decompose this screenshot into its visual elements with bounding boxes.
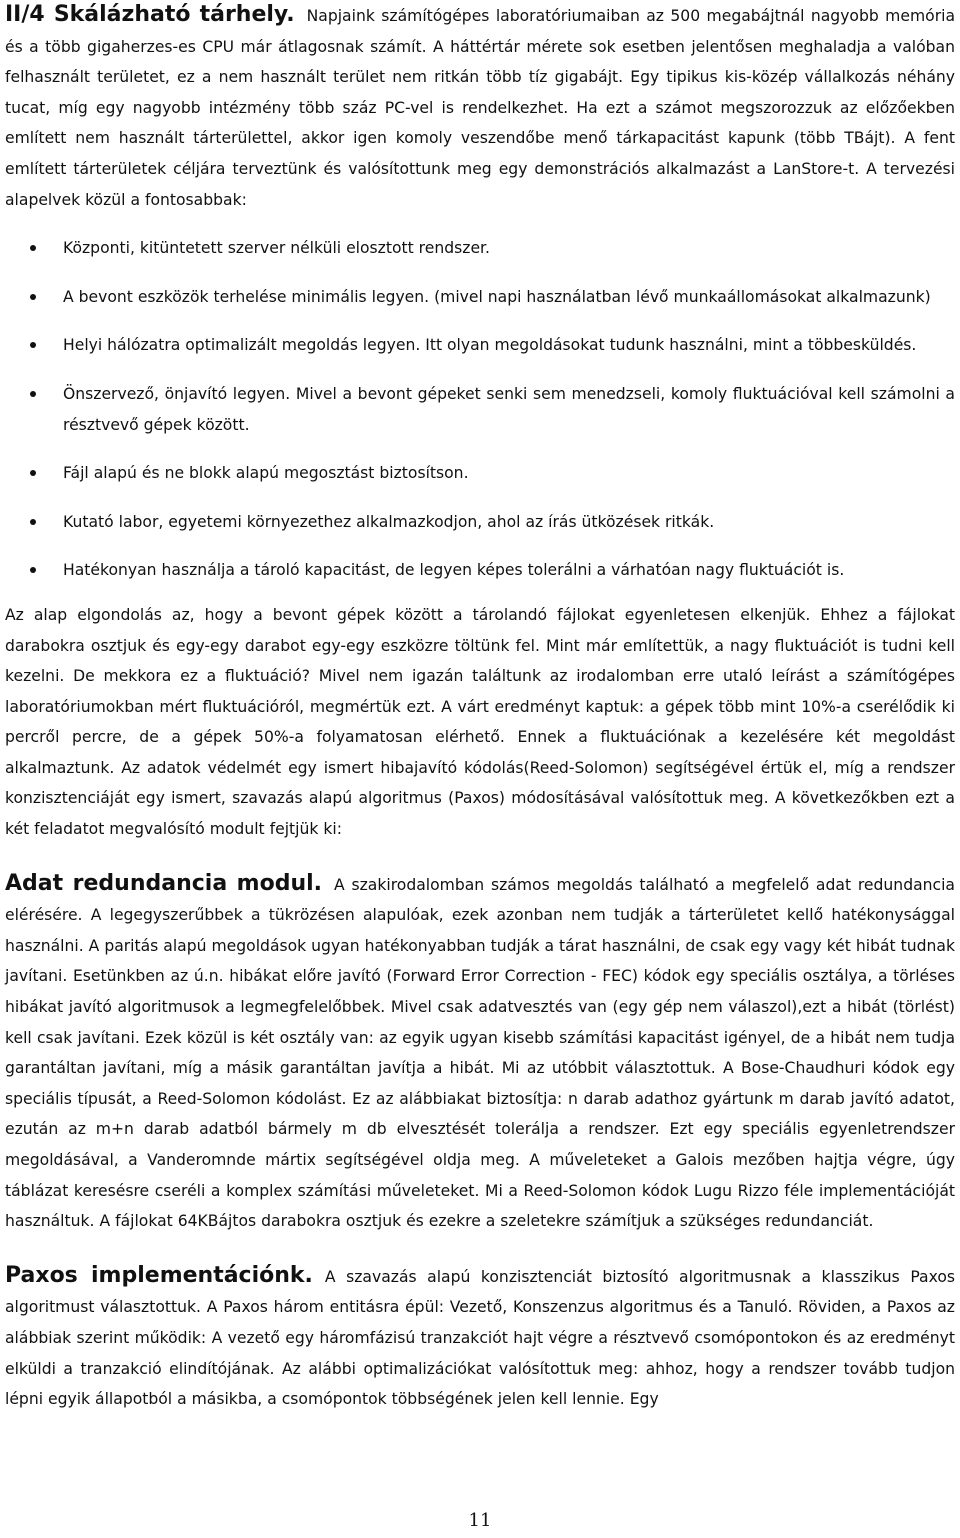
closing-paragraph: Az alap elgondolás az, hogy a bevont gépek között a tárolandó fájlokat egyenletesen elkenjük. Ehhez a fájlokat darabokra osztjuk és egy-egy darabot egy-egy eszközre töltünk fel. Mint már említettük, a nagy fluktuációt is tudni kell kezelni. De mekkora ez a fluktuáció? Mivel nem igazán találtunk az irodalomban erre utaló leírást a számítógépes laboratóriumokban mért fluktuációról, megmértük ezt. A várt eredményt kaptuk: a gépek több mint 10%-a cserélődik ki percről percre, de a gépek 50%-a folyamatosan elérhető. Ennek a fluktuációnak a kezelésére két megoldást alkalmaztunk. Az adatok védelmét egy ismert hibajavító kódolás(Reed-Solomon) segítségével értük el, míg a rendszer konzisztenciáját egy ismert, szavazás alapú algoritmus (Paxos) módosításával valósítottuk meg. A következőkben ezt a két feladatot megvalósító modult fejtjük ki: bbox=[5, 605, 955, 839]
document-page bbox=[5, 0, 955, 1415]
paragraph-text: Napjaink számítógépes laboratóriumaiban az 500 megabájtnál nagyobb memória és a több gigaherzes-es CPU már átlagosnak számít. A háttértár mérete sok esetben jelentősen meghaladja a valóban felhasznált területet, ez a nem használt terület nem ritkán több tíz gigabájt. Egy tipikus kis-közép vállalkozás néhány tucat, míg egy nagyobb intézmény több száz PC-vel is rendelkezhet. Ha ezt a számot megszorozzuk az előzőekben említett nem használt tárterülettel, akkor igen komoly veszendőbe menő tárkapacitást kapunk (több TBájt). A fent említett tárterületek céljára terveztünk és valósítottunk meg egy demonstrációs alkalmazást a LanStore-t. A tervezési alapelvek közül a fontosabbak: bbox=[5, 7, 955, 209]
list-item: Fájl alapú és ne blokk alapú megosztást biztosítson. bbox=[5, 458, 955, 489]
paragraph-text: A szakirodalomban számos megoldás található a megfelelő adat redundancia elérésére. A legegyszerűbbek a tükrözésen alapulóak, ezek azonban nem tudják a tárterületet kellő hatékonysággal használni. A paritás alapú megoldások ugyan hatékonyabban tudják a tárat használni, de csak egy vagy két hibát tudnak javítani. Esetünkben az ú.n. hibákat előre javító (Forward Error Correction - FEC) kódok egy speciális osztálya, a törléses hibákat javító algoritmusok a legmegfelelőbbek. Mivel csak adatvesztés van (egy gép nem válaszol),ezt a hibát (törlést) kell csak javítani. Ezek közül is két osztály van: az egyik ugyan kisebb számítási kapacitást igényel, de a hibát nem tudja garantáltan javítani, míg a másik garantáltan javítja a hibát. Mi az utóbbit választottuk. A Bose-Chaudhuri kódok egy speciális típusát, a Reed-Solomon kódolást. Ez az alábbiakat biztosítja: n darab adathoz gyártunk m darab javító adatot, ezután az m+n darab adatból bármely m db elvesztését tolerálja a rendszer. Ezt egy speciális egyenletrendszer megoldásával, a Vanderomnde mártix segítségével oldja meg. A műveleteket a Galois mezőben hajtja végre, úgy táblázat keresésre cseréli a komplex számítási műveleteket. Mi a Reed-Solomon kódok Lugu Rizzo féle implementációját használtuk. A fájlokat 64KBájtos darabokra osztjuk és ezekre a szeletekre számítjuk a szükséges redundanciát. bbox=[5, 875, 955, 1231]
list-item: Kutató labor, egyetemi környezethez alkalmazkodjon, ahol az írás ütközések ritkák. bbox=[5, 507, 955, 538]
design-principles-list bbox=[5, 233, 955, 586]
list-item: Központi, kitüntetett szerver nélküli elosztott rendszer. bbox=[5, 233, 955, 264]
bullet-icon bbox=[30, 342, 36, 348]
page-number: 11 bbox=[468, 1510, 492, 1531]
list-item: A bevont eszközök terhelése minimális legyen. (mivel napi használatban lévő munkaállomásokat alkalmazunk) bbox=[5, 282, 955, 313]
section-intro-paragraph bbox=[5, 0, 955, 215]
section-title: Adat redundancia modul. bbox=[5, 870, 323, 896]
list-item: Hatékonyan használja a tároló kapacitást, de legyen képes tolerálni a várhatóan nagy fluktuációt is. bbox=[5, 555, 955, 586]
bullet-icon bbox=[30, 391, 36, 397]
bullet-icon bbox=[30, 245, 36, 251]
paxos-paragraph bbox=[5, 1261, 955, 1415]
section-title: Paxos implementációnk. bbox=[5, 1262, 313, 1288]
redundancy-paragraph bbox=[5, 869, 955, 1237]
section-scalable-storage bbox=[5, 0, 955, 845]
bullet-icon bbox=[30, 294, 36, 300]
bullet-icon bbox=[30, 519, 36, 525]
section-title: II/4 Skálázható tárhely. bbox=[5, 2, 295, 27]
bullet-icon bbox=[30, 470, 36, 476]
list-item: Önszervező, önjavító legyen. Mivel a bevont gépeket senki sem menedzseli, komoly fluktuációval kell számolni a résztvevő gépek között. bbox=[5, 379, 955, 440]
paragraph-text: A szavazás alapú konzisztenciát biztosító algoritmusnak a klasszikus Paxos algoritmust választottuk. A Paxos három entitásra épül: Vezető, Konszenzus algoritmus és a Tanuló. Röviden, a Paxos az alábbiak szerint működik: A vezető egy háromfázisú tranzakciót hajt végre a résztvevő csomópontokon és az eredményt elküldi a tranzakció elindítójának. Az alábbi optimalizációkat valósítottuk meg: ahhoz, hogy a rendszer tovább tudjon lépni egyik állapotból a másikba, a csomópontok többségének jelen kell lennie. Egy bbox=[5, 1267, 955, 1409]
section-paxos bbox=[5, 1261, 955, 1415]
list-item: Helyi hálózatra optimalizált megoldás legyen. Itt olyan megoldásokat tudunk használni, mint a többesküldés. bbox=[5, 330, 955, 361]
bullet-icon bbox=[30, 567, 36, 573]
section-data-redundancy bbox=[5, 869, 955, 1237]
